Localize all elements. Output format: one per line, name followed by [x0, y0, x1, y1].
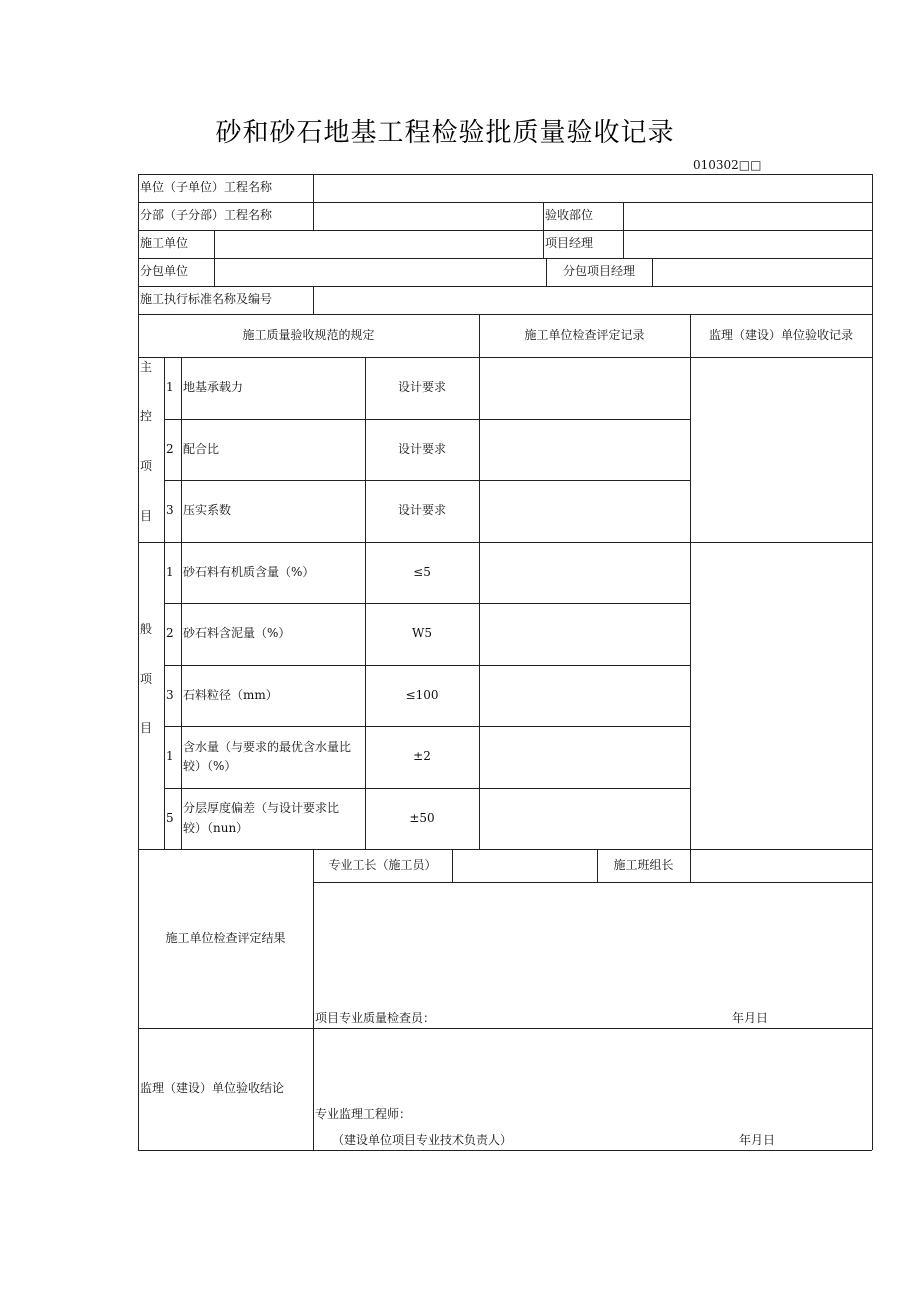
item-requirement: W5	[412, 626, 432, 641]
item-requirement: 设计要求	[397, 503, 446, 518]
item-requirement: 设计要求	[397, 441, 446, 456]
item-name: 分层厚度偏差（与设计要求比较）（nun）	[183, 801, 340, 835]
foreman-label: 专业工长（施工员）	[328, 857, 437, 872]
acceptance-part-field[interactable]	[623, 202, 872, 230]
item-name: 含水量（与要求的最优含水量比较）（%）	[183, 739, 352, 773]
item-name: 砂石料有机质含量（%）	[183, 564, 315, 579]
item-number: 5	[166, 810, 174, 825]
contractor-record-cell[interactable]	[479, 480, 690, 542]
contractor-record-cell[interactable]	[479, 665, 690, 726]
contractor-record-cell[interactable]	[479, 542, 690, 603]
contractor-result-label: 施工单位检查评定结果	[165, 930, 286, 945]
unit-name-label: 单位（子单位）工程名称	[140, 180, 273, 195]
project-manager-field[interactable]	[623, 230, 872, 258]
conclusion-label: 监理（建设）单位验收结论	[140, 1081, 285, 1096]
item-number: 3	[166, 687, 174, 702]
general-supervisor-cell[interactable]	[690, 542, 872, 849]
acceptance-part-label: 验收部位	[545, 208, 594, 223]
item-number: 3	[166, 503, 174, 518]
item-requirement: ≤5	[413, 564, 431, 579]
item-number: 2	[166, 441, 174, 456]
conclusion-field[interactable]	[313, 1030, 872, 1100]
standard-label: 施工执行标准名称及编号	[140, 292, 273, 307]
item-number: 1	[166, 380, 174, 395]
contractor-record-cell[interactable]	[479, 726, 690, 788]
subcontractor-label: 分包单位	[140, 264, 189, 279]
conclusion-date-label: 年月日	[739, 1133, 776, 1148]
contractor-record-cell[interactable]	[479, 357, 690, 419]
contractor-result-field[interactable]	[313, 882, 872, 1006]
item-name: 配合比	[183, 441, 220, 456]
item-name: 石料粒径（mm）	[183, 687, 278, 702]
standard-field[interactable]	[313, 286, 872, 314]
item-number: 2	[166, 626, 174, 641]
item-requirement: 设计要求	[397, 380, 446, 395]
team-leader-field[interactable]	[690, 849, 872, 882]
unit-name-field[interactable]	[313, 174, 872, 202]
item-number: 1	[166, 564, 174, 579]
project-manager-label: 项目经理	[545, 236, 594, 251]
item-name: 压实系数	[183, 503, 232, 518]
item-name: 地基承载力	[183, 380, 244, 395]
supervising-engineer-label: 专业监理工程师：	[315, 1107, 412, 1122]
sub-pm-field[interactable]	[652, 258, 872, 286]
result-date-label: 年月日	[732, 1011, 769, 1026]
subcontractor-field[interactable]	[214, 258, 546, 286]
quality-inspector-label: 项目专业质量检查员：	[315, 1011, 436, 1026]
subdivision-label: 分部（子分部）工程名称	[140, 208, 273, 223]
contractor-record-header: 施工单位检查评定记录	[524, 327, 645, 342]
item-requirement: ≤100	[405, 687, 439, 702]
item-number: 1	[166, 749, 174, 764]
supervisor-record-header: 监理（建设）单位验收记录	[708, 327, 853, 342]
item-requirement: ±2	[413, 749, 431, 764]
contractor-label: 施工单位	[140, 236, 189, 251]
contractor-record-cell[interactable]	[479, 603, 690, 665]
foreman-field[interactable]	[452, 849, 597, 882]
form-code: 010302□□	[693, 158, 762, 172]
contractor-record-cell[interactable]	[479, 419, 690, 480]
item-name: 砂石料含泥量（%）	[183, 626, 291, 641]
contractor-field[interactable]	[214, 230, 543, 258]
owner-rep-label: （建设单位项目专业技术负责人）	[332, 1133, 513, 1148]
item-requirement: ±50	[409, 810, 435, 825]
subdivision-field[interactable]	[313, 202, 543, 230]
page-title: 砂和砂石地基工程检验批质量验收记录	[215, 118, 675, 148]
contractor-record-cell[interactable]	[479, 788, 690, 849]
spec-column-header: 施工质量验收规范的规定	[242, 327, 375, 342]
main-control-supervisor-cell[interactable]	[690, 357, 872, 542]
sub-pm-label: 分包项目经理	[562, 264, 635, 279]
team-leader-label: 施工班组长	[613, 857, 674, 872]
